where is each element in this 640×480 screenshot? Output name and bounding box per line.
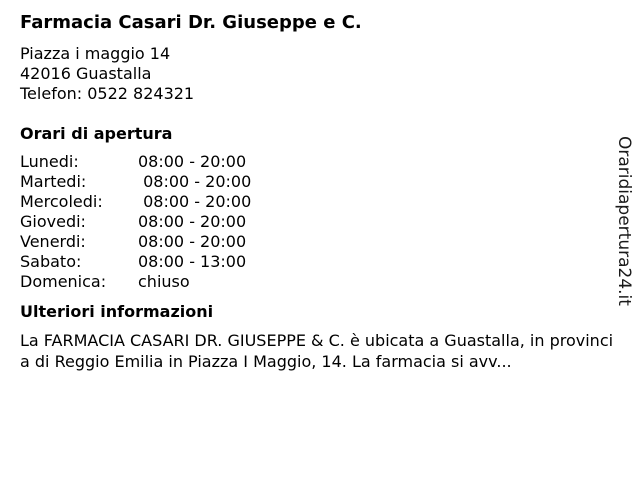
more-info-heading: Ulteriori informazioni [20,302,214,321]
more-info-text: La FARMACIA CASARI DR. GIUSEPPE & C. è ubicata a Guastalla, in provincia di Reggio Emilia in Piazza I Maggio, 14. La farmacia si avv... [20,331,614,371]
day-hours: chiuso [138,272,190,291]
watermark-text: Oraridiapertura24.it [614,136,634,306]
day-label: Sabato: [20,252,82,271]
address-block [20,44,620,104]
hours-row-friday [20,232,620,252]
hours-row-monday [20,152,620,172]
day-hours: 08:00 - 20:00 [138,172,252,191]
day-hours: 08:00 - 13:00 [138,252,247,271]
pharmacy-title: Farmacia Casari Dr. Giuseppe e C. [20,12,362,33]
day-label: Giovedi: [20,212,86,231]
opening-hours-heading: Orari di apertura [20,124,173,143]
day-hours: 08:00 - 20:00 [138,212,247,231]
hours-row-sunday [20,272,620,292]
opening-hours-table [20,152,620,292]
hours-row-thursday [20,212,620,232]
hours-row-saturday [20,252,620,272]
address-phone: Telefon: 0522 824321 [20,84,195,103]
day-label: Lunedi: [20,152,79,171]
hours-row-tuesday [20,172,620,192]
day-label: Martedi: [20,172,87,191]
address-street: Piazza i maggio 14 [20,44,171,63]
pharmacy-card [20,10,620,372]
day-label: Domenica: [20,272,107,291]
address-city: 42016 Guastalla [20,64,152,83]
day-label: Mercoledi: [20,192,103,211]
site-watermark [611,136,637,312]
day-hours: 08:00 - 20:00 [138,232,247,251]
day-hours: 08:00 - 20:00 [138,192,252,211]
hours-row-wednesday [20,192,620,212]
day-hours: 08:00 - 20:00 [138,152,247,171]
day-label: Venerdi: [20,232,86,251]
